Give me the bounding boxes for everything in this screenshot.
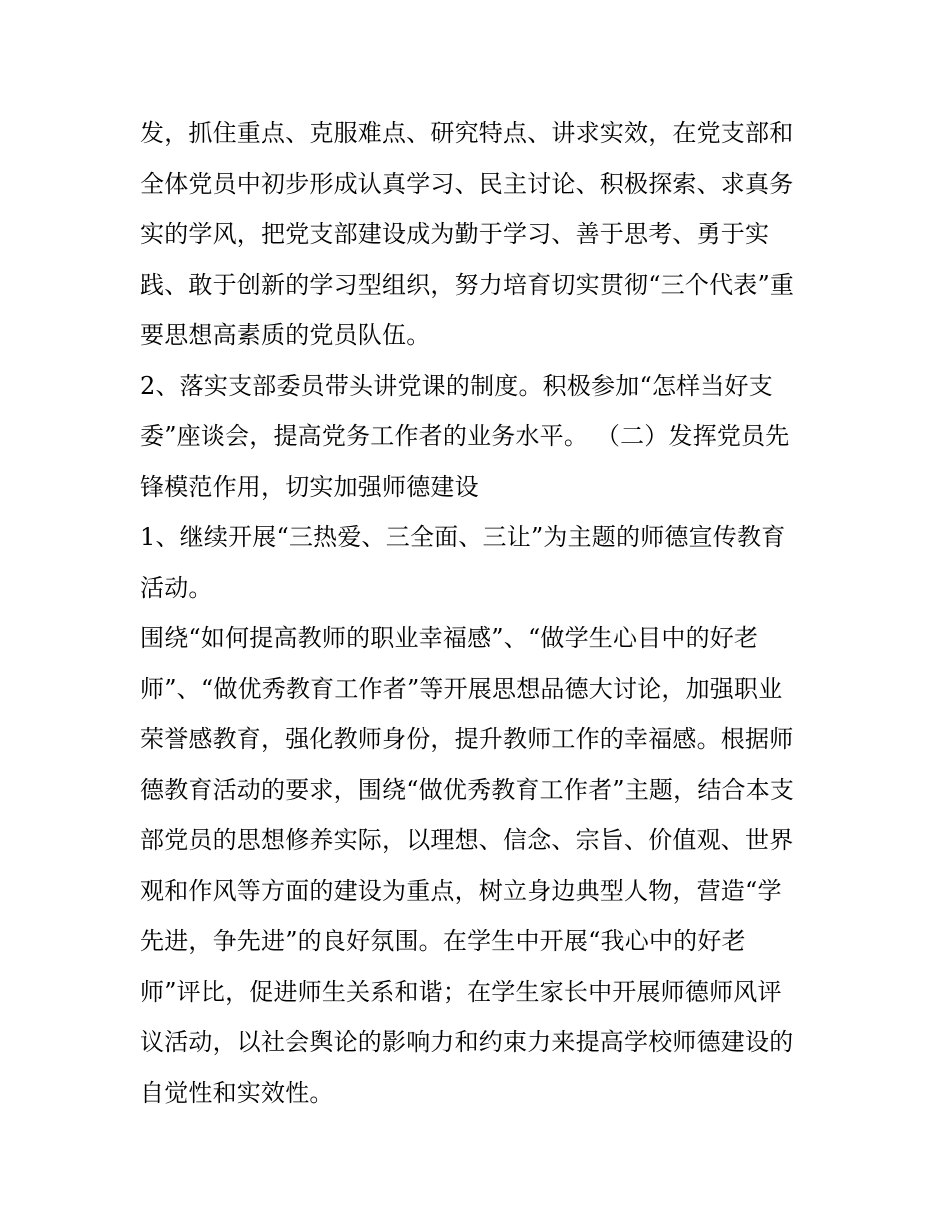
- text-line: 活动。: [140, 573, 213, 602]
- text-line: 荣誉感教育，强化教师身份，提升教师工作的幸福感。根据师: [140, 725, 794, 753]
- text-line: 委”座谈会，提高党务工作者的业务水平。 （二）发挥党员先: [140, 422, 790, 450]
- text-line: 围绕“如何提高教师的职业幸福感”、“做学生心目中的好老: [140, 624, 759, 652]
- body-text: [140, 108, 820, 1118]
- text-line: 全体党员中初步形成认真学习、民主讨论、积极探索、求真务: [140, 169, 794, 198]
- text-line: 2、落实支部委员带头讲党课的制度。积极参加“怎样当好支: [140, 371, 773, 400]
- text-line: 要思想高素质的党员队伍。: [140, 321, 431, 349]
- text-line: 师”、“做优秀教育工作者”等开展思想品德大讨论，加强职业: [140, 674, 783, 703]
- text-line: 议活动，以社会舆论的影响力和约束力来提高学校师德建设的: [140, 1028, 794, 1056]
- text-line: 自觉性和实效性。: [140, 1078, 334, 1107]
- text-line: 师”评比，促进师生关系和谐；在学生家长中开展师德师风评: [140, 977, 782, 1006]
- text-line: 部党员的思想修养实际，以理想、信念、宗旨、价值观、世界: [140, 826, 794, 854]
- text-line: 先进，争先进”的良好氛围。在学生中开展“我心中的好老: [140, 927, 746, 955]
- text-line: 锋模范作用，切实加强师德建设: [140, 472, 479, 501]
- text-line: 1、继续开展“三热爱、三全面、三让”为主题的师德宣传教育: [140, 523, 786, 551]
- text-line: 发，抓住重点、克服难点、研究特点、讲求实效，在党支部和: [140, 119, 794, 147]
- text-line: 践、敢于创新的学习型组织，努力培育切实贯彻“三个代表”重: [140, 270, 795, 299]
- text-line: 观和作风等方面的建设为重点，树立身边典型人物，营造“学: [140, 876, 782, 905]
- text-line: 德教育活动的要求，围绕“做优秀教育工作者”主题，结合本支: [140, 775, 795, 804]
- text-line: 实的学风，把党支部建设成为勤于学习、善于思考、勇于实: [140, 220, 770, 248]
